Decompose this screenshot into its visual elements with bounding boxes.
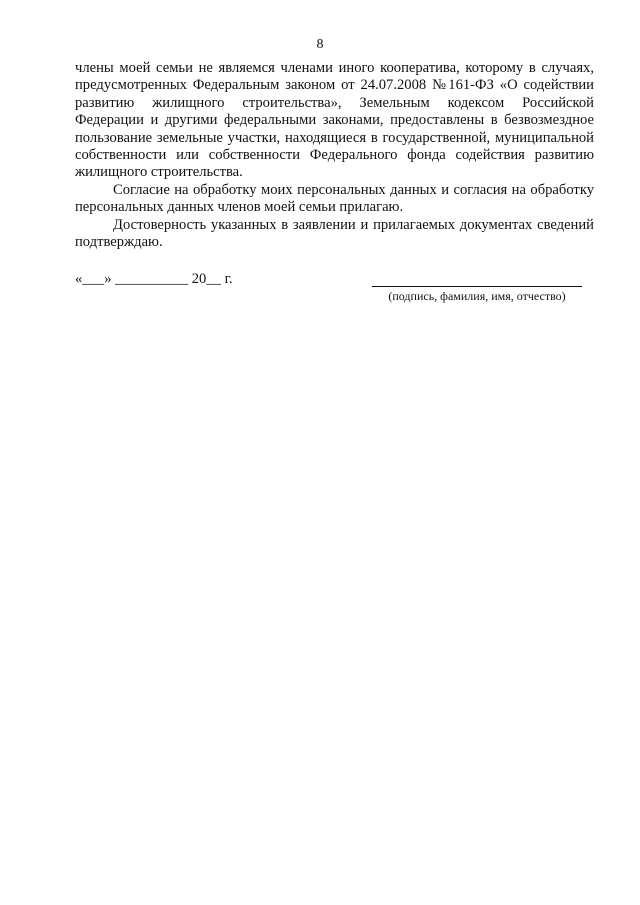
signature-line (372, 286, 582, 287)
paragraph-consent: Согласие на обработку моих персональных данных и согласия на обработку персональных данных членов моей семьи прилагаю. (75, 181, 594, 216)
signature-caption: (подпись, фамилия, имя, отчество) (388, 289, 566, 303)
paragraph-declaration: члены моей семьи не являемся членами иного кооператива, которому в случаях, предусмотренных Федеральным законом от 24.07.2008 №161-ФЗ «О содействии развитию жилищного строительства», Земельным кодексом Российской Федерации и другими федеральными законами, предоставлены в безвозмездное пользование земельные участки, находящиеся в государственной, муниципальной собственности или собственности Федерального фонда содействия развитию жилищного строительства. (75, 60, 594, 181)
paragraph-confirmation: Достоверность указанных в заявлении и прилагаемых документах сведений подтверждаю. (75, 216, 594, 251)
document-body (75, 60, 594, 251)
date-field: «___» __________ 20__ г. (75, 271, 233, 287)
page-number: 8 (316, 37, 324, 52)
